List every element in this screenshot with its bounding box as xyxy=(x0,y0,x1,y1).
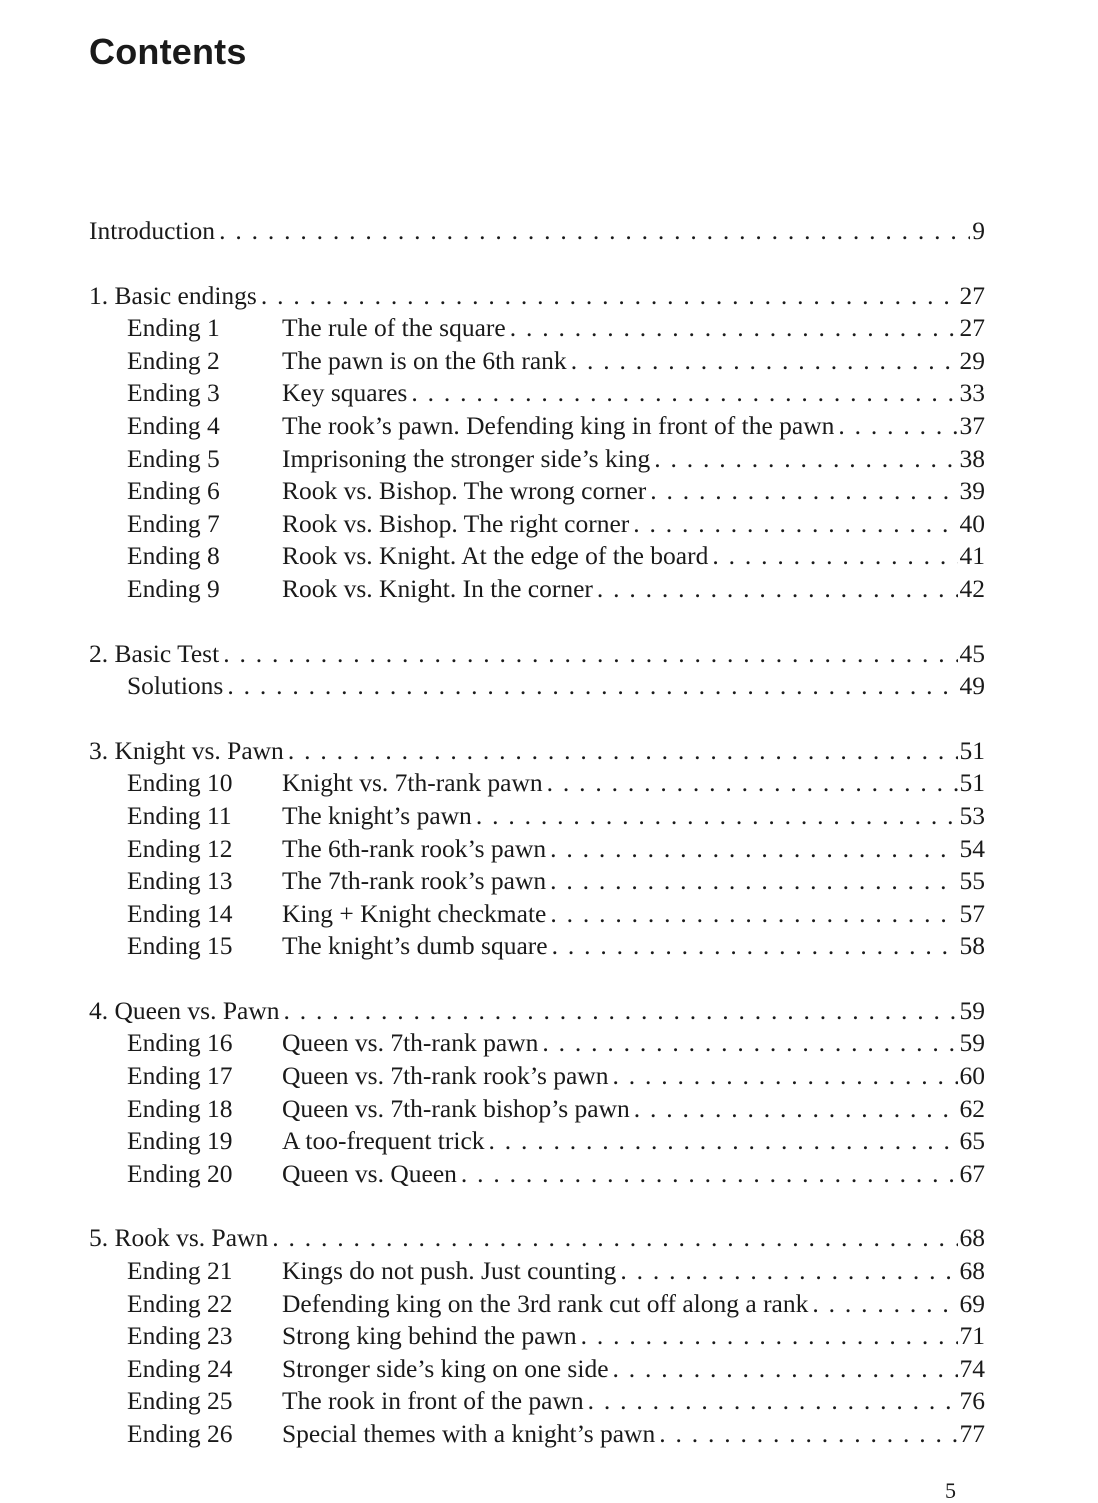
dot-leader xyxy=(510,312,958,345)
entry-title: Queen vs. 7th-rank pawn xyxy=(282,1028,539,1058)
entry-title: The pawn is on the 6th rank xyxy=(282,345,567,375)
toc-entry[interactable] xyxy=(89,767,985,800)
toc-entry[interactable] xyxy=(89,1353,985,1386)
ending-label: Ending 23 xyxy=(127,1321,233,1351)
entry-title: Solutions xyxy=(127,671,224,701)
entry-title: Stronger side’s king on one side xyxy=(282,1353,609,1383)
dot-leader xyxy=(261,280,958,313)
entry-page-number: 71 xyxy=(959,1321,985,1351)
toc-entry[interactable] xyxy=(89,1158,985,1191)
ending-label: Ending 17 xyxy=(127,1061,233,1091)
dot-leader xyxy=(550,865,957,898)
entry-page-number: 59 xyxy=(959,1028,985,1058)
toc-entry[interactable] xyxy=(89,573,985,606)
dot-leader xyxy=(552,930,958,963)
toc-entry[interactable] xyxy=(89,1093,985,1126)
entry-title: Rook vs. Knight. In the corner xyxy=(282,573,593,603)
chapter-page-number: 9 xyxy=(972,216,985,245)
dot-leader xyxy=(581,1320,958,1353)
entry-title: The knight’s pawn xyxy=(282,800,472,830)
toc-entry[interactable] xyxy=(89,312,985,345)
entry-title: Rook vs. Bishop. The right corner xyxy=(282,508,630,538)
toc-entry[interactable] xyxy=(89,443,985,476)
chapter-page-number: 68 xyxy=(959,1223,985,1253)
entry-page-number: 42 xyxy=(959,573,985,603)
entry-page-number: 39 xyxy=(959,476,985,506)
dot-leader xyxy=(227,670,957,703)
toc-entry[interactable] xyxy=(89,1385,985,1418)
dot-leader xyxy=(461,1158,958,1191)
entry-title: The rule of the square xyxy=(282,313,506,343)
dot-leader xyxy=(613,1353,958,1386)
ending-label: Ending 14 xyxy=(127,898,233,928)
dot-leader xyxy=(838,410,957,443)
entry-title: Rook vs. Bishop. The wrong corner xyxy=(282,476,647,506)
entry-title: The knight’s dumb square xyxy=(282,931,548,961)
page-title: Contents xyxy=(89,31,247,72)
dot-leader xyxy=(547,767,958,800)
entry-title: Special themes with a knight’s pawn xyxy=(282,1419,656,1448)
entry-page-number: 27 xyxy=(959,313,985,343)
entry-page-number: 69 xyxy=(959,1288,985,1318)
toc-entry[interactable] xyxy=(89,1288,985,1321)
entry-page-number: 57 xyxy=(959,898,985,928)
dot-leader xyxy=(597,573,958,606)
ending-label: Ending 4 xyxy=(127,410,220,440)
ending-label: Ending 6 xyxy=(127,476,220,506)
toc-chapter[interactable] xyxy=(89,995,985,1028)
ending-label: Ending 16 xyxy=(127,1028,233,1058)
dot-leader xyxy=(650,475,957,508)
ending-label: Ending 2 xyxy=(127,345,220,375)
entry-title: The rook’s pawn. Defending king in front of the pawn xyxy=(282,410,835,440)
chapter-title: 3. Knight vs. Pawn xyxy=(89,735,284,765)
entry-page-number: 33 xyxy=(959,378,985,408)
entry-page-number: 76 xyxy=(959,1386,985,1416)
dot-leader xyxy=(659,1418,957,1451)
toc-chapter[interactable] xyxy=(89,215,985,248)
dot-leader xyxy=(272,1222,957,1255)
ending-label: Ending 21 xyxy=(127,1256,233,1286)
toc-entry[interactable] xyxy=(89,1418,985,1451)
toc-chapter[interactable] xyxy=(89,638,985,671)
dot-leader xyxy=(620,1255,957,1288)
entry-page-number: 67 xyxy=(959,1158,985,1188)
entry-title: The rook in front of the pawn xyxy=(282,1386,584,1416)
dot-leader xyxy=(654,443,957,476)
chapter-title: 5. Rook vs. Pawn xyxy=(89,1223,269,1253)
entry-page-number: 29 xyxy=(959,345,985,375)
toc-entry[interactable] xyxy=(89,800,985,833)
entry-page-number: 54 xyxy=(959,833,985,863)
ending-label: Ending 20 xyxy=(127,1158,233,1188)
entry-title: Queen vs. 7th-rank rook’s pawn xyxy=(282,1061,609,1091)
dot-leader xyxy=(634,1093,958,1126)
toc-entry[interactable] xyxy=(89,345,985,378)
dot-leader xyxy=(812,1288,957,1321)
toc-entry[interactable] xyxy=(89,898,985,931)
entry-title: Queen vs. Queen xyxy=(282,1158,457,1188)
toc-chapter[interactable] xyxy=(89,280,985,313)
toc-entry[interactable] xyxy=(89,540,985,573)
entry-title: Kings do not push. Just counting xyxy=(282,1256,617,1286)
toc-entry[interactable] xyxy=(89,833,985,866)
entry-page-number: 68 xyxy=(959,1256,985,1286)
ending-label: Ending 12 xyxy=(127,833,233,863)
ending-label: Ending 1 xyxy=(127,313,220,343)
ending-label: Ending 9 xyxy=(127,573,220,603)
entry-title: King + Knight checkmate xyxy=(282,898,547,928)
entry-page-number: 77 xyxy=(959,1419,985,1448)
chapter-page-number: 27 xyxy=(959,280,985,310)
ending-label: Ending 25 xyxy=(127,1386,233,1416)
table-of-contents xyxy=(89,215,985,1451)
entry-title: Rook vs. Knight. At the edge of the board xyxy=(282,541,709,571)
dot-leader xyxy=(571,345,958,378)
toc-entry[interactable] xyxy=(89,1255,985,1288)
dot-leader xyxy=(489,1125,958,1158)
ending-label: Ending 7 xyxy=(127,508,220,538)
ending-label: Ending 3 xyxy=(127,378,220,408)
ending-label: Ending 19 xyxy=(127,1126,233,1156)
entry-page-number: 58 xyxy=(959,931,985,961)
toc-entry[interactable] xyxy=(89,1060,985,1093)
entry-page-number: 51 xyxy=(959,768,985,798)
ending-label: Ending 24 xyxy=(127,1353,233,1383)
entry-title: Knight vs. 7th-rank pawn xyxy=(282,768,543,798)
toc-entry[interactable] xyxy=(89,508,985,541)
dot-leader xyxy=(542,1027,957,1060)
entry-title: The 7th-rank rook’s pawn xyxy=(282,866,547,896)
entry-page-number: 40 xyxy=(959,508,985,538)
page-number: 5 xyxy=(945,1478,956,1503)
dot-leader xyxy=(550,898,957,931)
ending-label: Ending 5 xyxy=(127,443,220,473)
dot-leader xyxy=(219,215,970,248)
dot-leader xyxy=(550,833,957,866)
dot-leader xyxy=(223,638,957,671)
chapter-title: 4. Queen vs. Pawn xyxy=(89,995,280,1025)
toc-chapter[interactable] xyxy=(89,1222,985,1255)
chapter-title: 2. Basic Test xyxy=(89,638,220,668)
toc-chapter[interactable] xyxy=(89,735,985,768)
ending-label: Ending 22 xyxy=(127,1288,233,1318)
toc-entry[interactable] xyxy=(89,1027,985,1060)
entry-page-number: 62 xyxy=(959,1093,985,1123)
ending-label: Ending 11 xyxy=(127,800,232,830)
entry-page-number: 65 xyxy=(959,1126,985,1156)
ending-label: Ending 26 xyxy=(127,1419,233,1448)
toc-entry[interactable] xyxy=(89,377,985,410)
toc-entry[interactable] xyxy=(89,475,985,508)
entry-title: Strong king behind the pawn xyxy=(282,1321,577,1351)
dot-leader xyxy=(612,1060,957,1093)
entry-title: Defending king on the 3rd rank cut off along a rank xyxy=(282,1288,809,1318)
toc-entry[interactable] xyxy=(89,1125,985,1158)
entry-page-number: 60 xyxy=(959,1061,985,1091)
toc-entry[interactable] xyxy=(89,410,985,443)
dot-leader xyxy=(712,540,957,573)
chapter-page-number: 45 xyxy=(959,638,985,668)
toc-entry[interactable] xyxy=(89,930,985,963)
entry-page-number: 74 xyxy=(959,1353,985,1383)
dot-leader xyxy=(476,800,958,833)
toc-entry[interactable] xyxy=(89,865,985,898)
ending-label: Ending 10 xyxy=(127,768,233,798)
ending-label: Ending 13 xyxy=(127,866,233,896)
chapter-title: 1. Basic endings xyxy=(89,280,257,310)
dot-leader xyxy=(288,735,958,768)
entry-title: Queen vs. 7th-rank bishop’s pawn xyxy=(282,1093,630,1123)
entry-title: The 6th-rank rook’s pawn xyxy=(282,833,547,863)
dot-leader xyxy=(588,1385,958,1418)
entry-page-number: 38 xyxy=(959,443,985,473)
entry-page-number: 37 xyxy=(959,410,985,440)
ending-label: Ending 15 xyxy=(127,931,233,961)
dot-leader xyxy=(633,508,957,541)
chapter-page-number: 59 xyxy=(959,995,985,1025)
ending-label: Ending 18 xyxy=(127,1093,233,1123)
entry-title: A too-frequent trick xyxy=(282,1126,485,1156)
entry-page-number: 53 xyxy=(959,800,985,830)
chapter-title: Introduction xyxy=(89,216,216,245)
toc-entry[interactable] xyxy=(89,1320,985,1353)
dot-leader xyxy=(284,995,958,1028)
entry-page-number: 41 xyxy=(959,541,985,571)
dot-leader xyxy=(411,377,957,410)
entry-title: Imprisoning the stronger side’s king xyxy=(282,443,651,473)
entry-page-number: 49 xyxy=(959,671,985,701)
chapter-page-number: 51 xyxy=(959,735,985,765)
ending-label: Ending 8 xyxy=(127,541,220,571)
entry-page-number: 55 xyxy=(959,866,985,896)
entry-title: Key squares xyxy=(282,378,408,408)
toc-entry[interactable] xyxy=(89,670,985,703)
